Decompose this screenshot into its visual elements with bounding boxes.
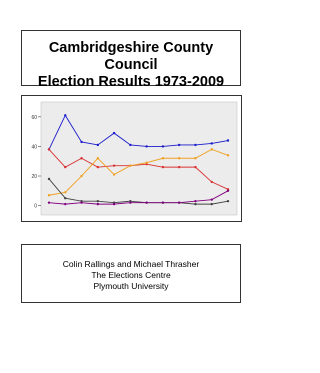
credits-box <box>21 244 241 303</box>
title-box <box>21 30 241 90</box>
series-2-point <box>194 166 196 168</box>
series-2-point <box>64 166 66 168</box>
series-5-point <box>162 201 164 203</box>
series-2-point <box>162 166 164 168</box>
series-3-point <box>113 173 115 175</box>
title-line-1: Cambridgeshire County Council <box>48 40 214 73</box>
series-1-point <box>227 139 229 141</box>
y-tick-label: 40 <box>31 144 37 151</box>
series-4-point <box>64 197 66 199</box>
series-1-point <box>145 145 147 147</box>
series-5-point <box>48 201 50 203</box>
series-2-point <box>113 164 115 166</box>
series-5-point <box>129 201 131 203</box>
series-2-point <box>211 181 213 183</box>
series-2-point <box>80 157 82 159</box>
series-1-point <box>162 145 164 147</box>
y-axis <box>31 115 41 210</box>
series-5-point <box>211 198 213 200</box>
series-5-point <box>145 201 147 203</box>
series-4-point <box>97 200 99 202</box>
credit-university: Plymouth University <box>93 281 169 291</box>
series-5-point <box>113 203 115 205</box>
series-3-point <box>211 148 213 150</box>
series-3-point <box>162 157 164 159</box>
series-1-point <box>113 132 115 134</box>
series-2-point <box>48 148 50 150</box>
series-5-point <box>227 190 229 192</box>
series-3-point <box>194 157 196 159</box>
series-2-point <box>178 166 180 168</box>
series-2-point <box>97 166 99 168</box>
series-5-point <box>178 201 180 203</box>
series-5-point <box>194 200 196 202</box>
series-3-point <box>80 175 82 177</box>
chart-frame <box>21 95 242 222</box>
series-1-point <box>178 144 180 146</box>
series-1-point <box>194 144 196 146</box>
series-5-point <box>97 203 99 205</box>
series-4-point <box>211 203 213 205</box>
series-4-point <box>227 200 229 202</box>
series-1-point <box>80 141 82 143</box>
series-1-point <box>97 144 99 146</box>
series-1-point <box>129 144 131 146</box>
series-3-point <box>178 157 180 159</box>
credit-organization: The Elections Centre <box>91 270 171 280</box>
series-1-point <box>64 114 66 116</box>
y-tick-label: 60 <box>31 114 37 121</box>
series-1-point <box>211 142 213 144</box>
series-3-point <box>64 191 66 193</box>
credit-authors: Colin Rallings and Michael Thrasher <box>62 259 200 269</box>
series-3-point <box>227 154 229 156</box>
series-3-point <box>48 194 50 196</box>
y-tick-label: 0 <box>34 203 37 210</box>
line-chart <box>22 96 241 221</box>
series-5-point <box>80 201 82 203</box>
series-3-point <box>97 157 99 159</box>
series-4-point <box>194 203 196 205</box>
series-3-point <box>129 164 131 166</box>
title-line-2: Election Results 1973-2009 <box>37 74 225 90</box>
plot-background <box>41 102 237 215</box>
series-5-point <box>64 203 66 205</box>
series-3-point <box>145 161 147 163</box>
y-tick-label: 20 <box>31 174 37 181</box>
series-4-point <box>48 178 50 180</box>
